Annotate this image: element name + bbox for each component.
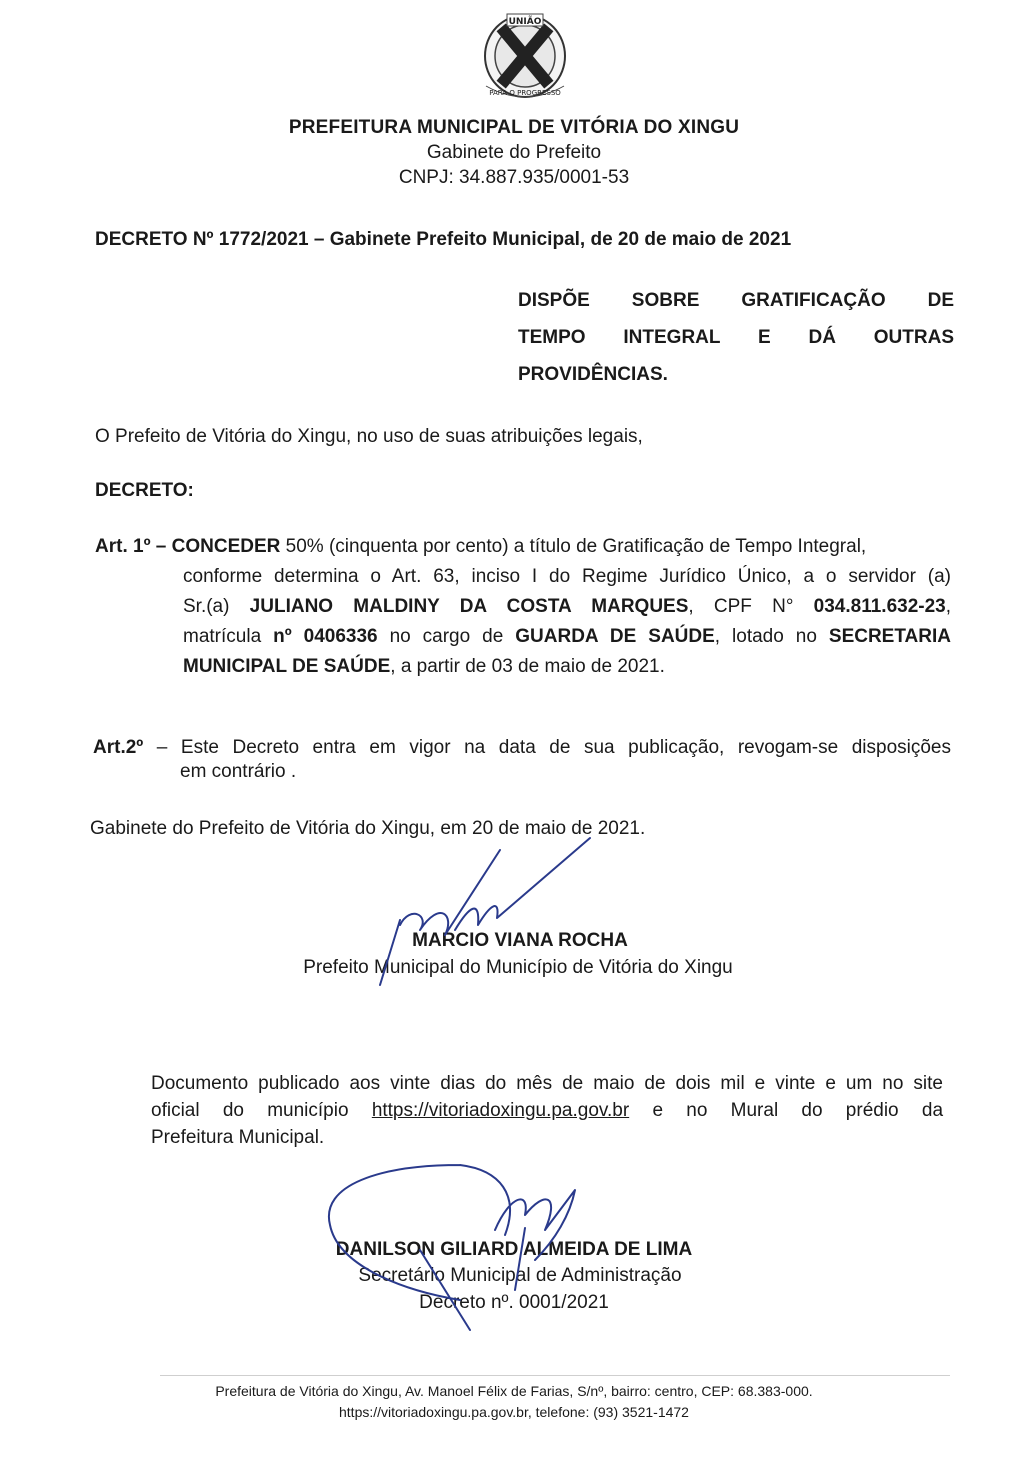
art1-sr: Sr.(a): [183, 596, 230, 617]
publication-line-2b: e no Mural do prédio da: [652, 1100, 944, 1121]
preamble: O Prefeito de Vitória do Xingu, no uso de suas atribuições legais,: [95, 426, 643, 447]
cpf-label: , CPF N°: [688, 596, 794, 617]
seal-top-text: UNIÃO: [508, 17, 542, 27]
art2-text-1: – Este Decreto entra em vigor na data de sua publicação, revogam-se disposições: [156, 737, 951, 758]
art1-date-text: , a partir de 03 de maio de 2021.: [390, 656, 665, 677]
art1-line-2: conforme determina o Art. 63, inciso I do Regime Jurídico Único, a o servidor (a): [183, 566, 951, 587]
footer-address: Prefeitura de Vitória do Xingu, Av. Manoel Félix de Farias, S/nº, bairro: centro, CEP: 68.383-000.: [215, 1383, 813, 1399]
cargo-label: no cargo de: [389, 626, 504, 647]
art1-body: [183, 562, 951, 682]
art1-line-4: [183, 622, 951, 652]
mayor-role: Prefeito Municipal do Município de Vitória do Xingu: [303, 957, 733, 978]
secretaria-part-1: SECRETARIA: [828, 626, 951, 647]
art1-label: Art. 1º –: [95, 536, 167, 557]
decreto-label: DECRETO:: [95, 480, 194, 501]
art2-label: Art.2º: [93, 737, 144, 758]
art1-line-3: Sr.(a) JULIANO MALDINY DA COSTA MARQUES, CPF N° 034.811.632-23,: [183, 596, 952, 617]
admin-decree: Decreto nº. 0001/2021: [419, 1292, 609, 1313]
art1-label-line: [95, 532, 866, 562]
servant-cpf: 034.811.632-23: [813, 596, 946, 617]
cargo: GUARDA DE SAÚDE: [515, 626, 715, 647]
secretaria-part-2: MUNICIPAL DE SAÚDE: [183, 656, 391, 677]
mayor-name: MARCIO VIANA ROCHA: [412, 930, 628, 951]
art2-text-2: em contrário .: [180, 761, 297, 782]
matricula-number: nº 0406336: [273, 626, 378, 647]
municipality-site-link[interactable]: https://vitoriadoxingu.pa.gov.br: [371, 1100, 630, 1121]
publication-line-1: Documento publicado aos vinte dias do mês de maio de dois mil e vinte e um no site: [151, 1073, 943, 1094]
footer-divider: [160, 1375, 950, 1376]
decree-title: DECRETO Nº 1772/2021 – Gabinete Prefeito Municipal, de 20 de maio de 2021: [95, 229, 792, 250]
art1-line-5: [183, 652, 951, 682]
ementa-line: TEMPO INTEGRAL E DÁ OUTRAS: [518, 327, 954, 348]
decree-ementa: [518, 282, 954, 393]
seal-bottom-text: PARA O PROGRESSO: [489, 89, 561, 97]
header-cnpj: CNPJ: 34.887.935/0001-53: [398, 167, 630, 188]
admin-role: Secretário Municipal de Administração: [358, 1265, 682, 1286]
ementa-line: DISPÕE SOBRE GRATIFICAÇÃO DE: [518, 290, 954, 311]
matricula-label: matrícula: [183, 626, 262, 647]
publication-line-3: Prefeitura Municipal.: [151, 1127, 325, 1148]
publication-note: [151, 1070, 943, 1151]
art1-conceder: CONCEDER: [171, 536, 281, 557]
closing-line: Gabinete do Prefeito de Vitória do Xingu, em 20 de maio de 2021.: [90, 818, 646, 839]
footer-contact: https://vitoriadoxingu.pa.gov.br, telefone: (93) 3521-1472: [339, 1404, 689, 1420]
servant-name: JULIANO MALDINY DA COSTA MARQUES: [249, 596, 689, 617]
publication-line-2: [151, 1097, 943, 1124]
art1-text-1: 50% (cinquenta por cento) a título de Gratificação de Tempo Integral,: [285, 536, 867, 557]
publication-line-2a: oficial do município: [151, 1100, 349, 1121]
header-office: Gabinete do Prefeito: [426, 142, 602, 163]
ementa-line: PROVIDÊNCIAS.: [518, 364, 668, 385]
admin-name: DANILSON GILIARD ALMEIDA DE LIMA: [335, 1239, 693, 1260]
lotado-label: , lotado no: [714, 626, 817, 647]
header-title: PREFEITURA MUNICIPAL DE VITÓRIA DO XINGU: [288, 117, 740, 138]
municipal-seal-icon: [474, 10, 576, 102]
